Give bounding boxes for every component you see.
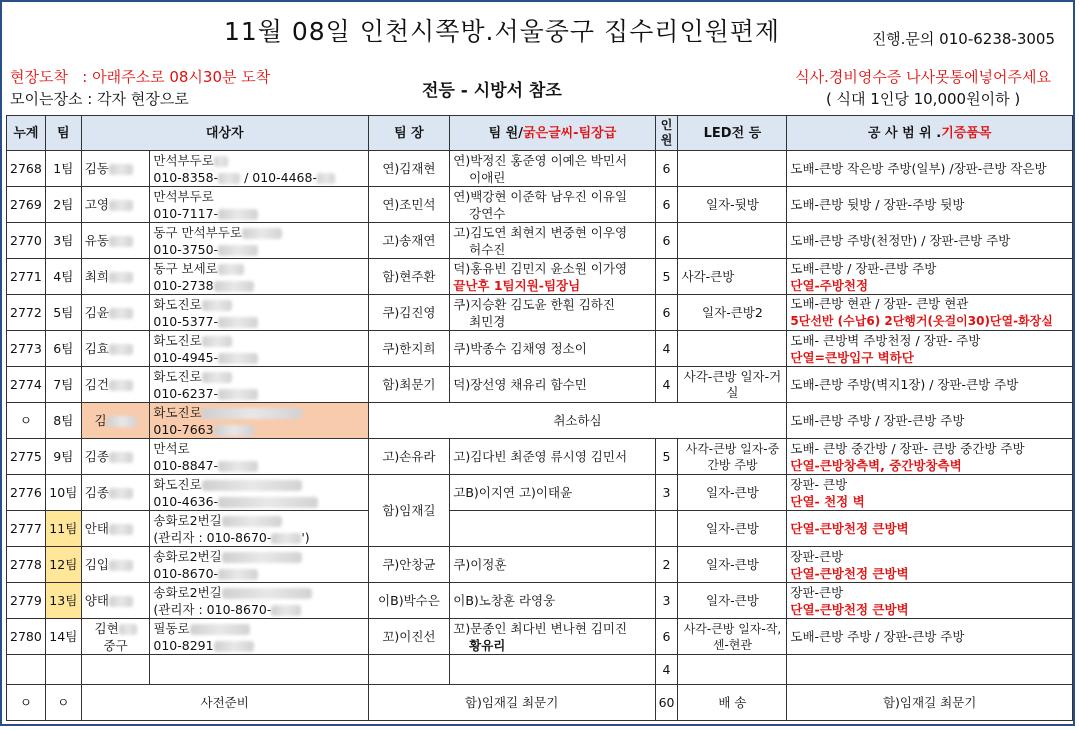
footer-row: [7, 685, 1073, 721]
cell-members: [450, 511, 655, 547]
cell-count: [655, 511, 678, 547]
redaction: [218, 461, 258, 472]
addr-text: 화도진로: [153, 404, 202, 420]
page-title: 11월 08일 인천시쪽방.서울중구 집수리인원편제: [223, 17, 781, 46]
cell-leader: 함)임재길: [368, 475, 450, 547]
cell-team: 5팀: [45, 295, 81, 331]
cell-leader: 고)송재연: [368, 223, 450, 259]
col-scope-label: 공 사 범 위 .: [867, 125, 942, 141]
cell-cum: 2769: [7, 187, 46, 223]
col-cum: 누계: [7, 116, 46, 151]
col-members-label: 팀 원/: [488, 125, 523, 141]
cell-led: 일자-큰방: [678, 583, 787, 619]
redaction: [109, 560, 133, 571]
cell-members: [450, 259, 655, 295]
cell-leader: 쿠)김진영: [368, 295, 450, 331]
addr-text: 만석부두로: [153, 152, 214, 168]
footer-leader: 함)임재길 최문기: [368, 685, 655, 721]
redaction: [222, 516, 282, 527]
table-row: [7, 475, 1073, 511]
footer-scope: 함)임재길 최문기: [787, 685, 1073, 721]
footer-target: 사전준비: [81, 685, 368, 721]
cell-team: 13팀: [45, 583, 81, 619]
redaction: [214, 156, 228, 167]
cell-cum: 2768: [7, 151, 46, 187]
redaction: [109, 524, 133, 535]
cell-address: [150, 475, 368, 511]
name-text: 김건: [84, 377, 109, 392]
cell-team: 10팀: [45, 475, 81, 511]
cell-empty: [678, 655, 787, 685]
table-row: [7, 619, 1073, 655]
redaction: [218, 497, 318, 508]
cell-scope: 도배-큰방 주방(벽지1장) / 장판-큰방 주방: [787, 367, 1073, 403]
name-text: 김종: [84, 485, 109, 500]
members-line: 허수진: [469, 241, 506, 257]
cell-address: [150, 439, 368, 475]
cell-address: 송화로2번길 (관리자 : 010-8670- '): [150, 511, 368, 547]
table-row-cancelled: [7, 403, 1073, 439]
meal-receipt-note: 식사.경비영수증 나사못통에넣어주세요: [795, 68, 1051, 86]
phone-text: 010-4636-: [153, 493, 219, 509]
cell-empty: [45, 655, 81, 685]
table-row: [7, 259, 1073, 295]
cell-address: [150, 547, 368, 583]
cell-count: 2: [655, 547, 678, 583]
scope-highlight: 단열=큰방입구 벽하단: [790, 349, 914, 365]
cell-address: [150, 331, 368, 367]
redaction: [218, 389, 258, 400]
cell-address: [150, 151, 368, 187]
col-leader: 팀 장: [368, 116, 450, 151]
cell-team: 7팀: [45, 367, 81, 403]
cell-scope: 도배-큰방 주방 / 장판-큰방 주방: [787, 619, 1073, 655]
cell-cum: 2771: [7, 259, 46, 295]
cell-team: 4팀: [45, 259, 81, 295]
members-line: 연)백강현 이준학 남우진 이유일: [453, 188, 628, 204]
addr-text: 송화로2번길: [153, 548, 222, 564]
col-target: 대상자: [81, 116, 368, 151]
table-row: [7, 547, 1073, 583]
name-text: 안태: [84, 521, 109, 536]
cell-cum: 2770: [7, 223, 46, 259]
scope-highlight: 단열-큰방천정 큰방벽: [790, 601, 909, 617]
name-text: 김현: [94, 620, 119, 636]
redaction: [202, 408, 302, 419]
scope-line: 장판-큰방: [790, 584, 844, 600]
cell-count: 6: [655, 187, 678, 223]
cell-led: 일자-큰방: [678, 511, 787, 547]
cell-led: 일자-뒷방: [678, 187, 787, 223]
phone-text: 010-8847-: [153, 457, 219, 473]
cell-team: 12팀: [45, 547, 81, 583]
addr-text: 만석로: [153, 440, 190, 456]
redaction: [202, 372, 232, 383]
redaction: [109, 272, 133, 283]
members-line: 황유리: [469, 637, 506, 653]
cell-address: [150, 367, 368, 403]
cell-scope: 도배-큰방 주방(천정만) / 장판-큰방 주방: [787, 223, 1073, 259]
cell-team: 2팀: [45, 187, 81, 223]
name-text: 김입: [84, 557, 109, 572]
center-note: 전등 - 시방서 참조: [422, 81, 562, 101]
addr-text: 동구 만석부두로: [153, 224, 242, 240]
cell-cum: 2776: [7, 475, 46, 511]
redaction: [218, 264, 244, 275]
phone-text: 010-8291: [153, 637, 214, 653]
cell-scope: [787, 547, 1073, 583]
redaction: [214, 425, 254, 436]
cell-leader: 함)최문기: [368, 367, 450, 403]
redaction: [109, 596, 133, 607]
cell-leader: 이B)박수은: [368, 583, 450, 619]
cell-empty: [81, 655, 150, 685]
scope-highlight: 단열- 천정 벽: [790, 493, 865, 509]
cell-cum: 2779: [7, 583, 46, 619]
cell-address: [150, 403, 368, 439]
cell-team: 1팀: [45, 151, 81, 187]
cell-scope: [787, 439, 1073, 475]
cell-cum: 2774: [7, 367, 46, 403]
scope-line: 도배- 큰방 중간방 / 장판- 큰방 중간방 주방: [790, 440, 1025, 456]
cell-empty: [150, 655, 368, 685]
cell-leader: 꼬)이진선: [368, 619, 450, 655]
col-members: [450, 116, 655, 151]
cell-scope: [787, 259, 1073, 295]
cell-members: [450, 151, 655, 187]
header-row: [7, 116, 1073, 151]
cell-team: 14팀: [45, 619, 81, 655]
cell-cum: 2775: [7, 439, 46, 475]
cell-count: 4: [655, 331, 678, 367]
cell-cum: 2773: [7, 331, 46, 367]
cell-name: [81, 583, 150, 619]
cell-leader: 연)김재현: [368, 151, 450, 187]
redaction: [109, 200, 133, 211]
cell-scope: 도배-큰방 작은방 주방(일부) /장판-큰방 작은방: [787, 151, 1073, 187]
table-row: [7, 511, 1073, 547]
cell-address: [150, 583, 368, 619]
redaction: [271, 533, 301, 544]
table-row: [7, 223, 1073, 259]
cell-cum: 2777: [7, 511, 46, 547]
scope-highlight: 단열-큰방창측벽, 중간방창측벽: [790, 457, 962, 473]
redaction: [202, 336, 232, 347]
footer-led: 배 송: [678, 685, 787, 721]
members-line: 꼬)문종인 최다빈 변나현 김미진: [453, 620, 628, 636]
addr-text: 만석부두로: [153, 188, 214, 204]
cell-cum: 2772: [7, 295, 46, 331]
redaction: [109, 308, 133, 319]
phone2-text: / 010-4468-: [240, 169, 317, 185]
col-scope: [787, 116, 1073, 151]
cell-address: [150, 223, 368, 259]
cell-count: 6: [655, 151, 678, 187]
cell-name: [81, 547, 150, 583]
redaction: [109, 236, 133, 247]
cell-scope: [787, 475, 1073, 511]
cell-count: 6: [655, 223, 678, 259]
redaction: [218, 569, 258, 580]
cell-members: [450, 295, 655, 331]
redaction: [218, 317, 258, 328]
cell-count: 6: [655, 295, 678, 331]
redaction: [214, 641, 254, 652]
name-text: 김동: [84, 161, 109, 176]
phone-text: 010-4945-: [153, 349, 219, 365]
cell-led: [678, 223, 787, 259]
cell-name: [81, 259, 150, 295]
name-text: 김효: [84, 341, 109, 356]
footer-team: ㅇ: [45, 685, 81, 721]
name-text: 최희: [84, 269, 109, 284]
table-row: [7, 151, 1073, 187]
redaction: [109, 344, 133, 355]
phone-text: 010-7663: [153, 421, 214, 437]
redaction: [202, 480, 302, 491]
cell-members: [450, 187, 655, 223]
cell-name: [81, 511, 150, 547]
cell-name: [81, 439, 150, 475]
col-led: LED전 등: [678, 116, 787, 151]
scope-highlight: 단열-큰방천정 큰방벽: [790, 565, 909, 581]
cell-leader: 연)조민석: [368, 187, 450, 223]
cell-name: [81, 619, 150, 655]
cell-name: [81, 187, 150, 223]
members-line: 덕)홍유빈 김민지 윤소원 이가영: [453, 260, 628, 276]
phone-text: (관리자 : 010-8670-: [153, 601, 272, 617]
phone-text: 010-5377-: [153, 313, 219, 329]
arrival-label: 현장도착: [10, 68, 68, 86]
cell-cancelled: 취소하심: [368, 403, 787, 439]
cell-name: [81, 295, 150, 331]
cell-leader: 쿠)안창균: [368, 547, 450, 583]
cell-led: 사각-큰방 일자-중간방 주방: [678, 439, 787, 475]
name-text: 유동: [84, 233, 109, 248]
addr-text: 화도진로: [153, 476, 202, 492]
cell-led: 사각-큰방: [678, 259, 787, 295]
cell-leader: 함)현주환: [368, 259, 450, 295]
scope-line: 장판-큰방: [790, 548, 844, 564]
meeting-place: 모이는장소 : 각자 현장으로: [10, 90, 189, 108]
phone-text: 010-6237-: [153, 385, 219, 401]
name-text: 김: [94, 413, 107, 428]
table-row: [7, 331, 1073, 367]
members-line: 강연수: [469, 205, 506, 221]
scope-highlight: 5단선반 (수납6) 2단행거(옷걸이30)단열-화장실: [790, 314, 1053, 328]
cell-members: 쿠)박종수 김채영 정소이: [450, 331, 655, 367]
cell-address: [150, 187, 368, 223]
cell-led: 일자-큰방: [678, 475, 787, 511]
members-line: 최민경: [469, 313, 506, 329]
cell-name: [81, 403, 150, 439]
footer-cum: ㅇ: [7, 685, 46, 721]
redaction: [107, 416, 137, 427]
meal-limit: ( 식대 1인당 10,000원이하 ): [825, 90, 1021, 108]
phone-text: 010-8670-: [153, 565, 219, 581]
cell-count: 4: [655, 367, 678, 403]
addr-text: 화도진로: [153, 296, 202, 312]
cell-name: [81, 151, 150, 187]
addr-text: 송화로2번길: [153, 512, 222, 528]
cell-team: 8팀: [45, 403, 81, 439]
addr-text: 동구 보세로: [153, 260, 218, 276]
col-members-note: 굵은글씨-팀장급: [522, 125, 617, 141]
cell-empty: [7, 655, 46, 685]
addr-text: 화도진로: [153, 368, 202, 384]
name-text: 김종: [84, 449, 109, 464]
scope-line: 도배-큰방 / 장판-큰방 주방: [790, 260, 937, 276]
cell-cum: 2780: [7, 619, 46, 655]
redaction: [202, 300, 232, 311]
cell-members: [450, 619, 655, 655]
members-line: 이애린: [469, 169, 506, 185]
table-row: [7, 367, 1073, 403]
cell-members: 덕)장선영 채유리 함수민: [450, 367, 655, 403]
redaction: [214, 281, 254, 292]
cell-led: 일자-큰방: [678, 547, 787, 583]
cell-address: [150, 259, 368, 295]
redaction: [317, 173, 335, 184]
cell-team: 3팀: [45, 223, 81, 259]
table-row: [7, 583, 1073, 619]
name-text: 양태: [84, 593, 109, 608]
cell-led: [678, 151, 787, 187]
arrival-note: [10, 66, 270, 110]
scope-highlight: 단열-큰방천정 큰방벽: [790, 521, 909, 536]
cell-cum: ㅇ: [7, 403, 46, 439]
redaction: [218, 353, 258, 364]
phone-text: 010-8358-: [153, 169, 219, 185]
redaction: [109, 452, 133, 463]
redaction: [242, 228, 282, 239]
cell-members: 고B)이지연 고)이태윤: [450, 475, 655, 511]
redaction: [109, 164, 133, 175]
cell-cum: 2778: [7, 547, 46, 583]
cell-team: 11팀: [45, 511, 81, 547]
cell-led: 사각-큰방 일자-거실: [678, 367, 787, 403]
col-count: 인원: [655, 116, 678, 151]
district-text: 중구: [103, 637, 128, 653]
redaction: [218, 209, 258, 220]
contact-info: 진행.문의 010-6238-3005: [871, 30, 1055, 48]
cell-count: 3: [655, 475, 678, 511]
redaction: [218, 245, 258, 256]
cell-count: 5: [655, 439, 678, 475]
col-scope-note: 기증품목: [941, 125, 992, 141]
members-line: 연)박정진 홍준영 이예은 박민서: [453, 152, 628, 168]
cell-scope: [787, 295, 1073, 331]
scope-highlight: 단열-주방천정: [790, 277, 869, 293]
members-line: 쿠)지승환 김도윤 한훤 김하진: [453, 296, 615, 312]
cell-scope: 도배-큰방 뒷방 / 장판-주방 뒷방: [787, 187, 1073, 223]
redaction: [222, 552, 302, 563]
scope-line: 도배- 큰방벽 주방천정 / 장판- 주방: [790, 332, 981, 348]
cell-address: [150, 619, 368, 655]
cell-team: 9팀: [45, 439, 81, 475]
redaction: [271, 605, 301, 616]
cell-empty: [450, 655, 655, 685]
redaction: [119, 624, 137, 635]
cell-scope: [787, 331, 1073, 367]
table-row: [7, 295, 1073, 331]
cell-members: [450, 223, 655, 259]
phone-text: (관리자 : 010-8670-: [153, 529, 272, 545]
cell-address: [150, 295, 368, 331]
addr-text: 필동로: [153, 620, 190, 636]
redaction: [190, 624, 250, 635]
cell-led: 일자-큰방2: [678, 295, 787, 331]
cell-team: 6팀: [45, 331, 81, 367]
cell-name: [81, 223, 150, 259]
phone-text: 010-3750-: [153, 241, 219, 257]
redaction: [218, 173, 240, 184]
table-row: [7, 439, 1073, 475]
name-text: 김윤: [84, 305, 109, 320]
phone-text: 010-7117-: [153, 205, 219, 221]
addr-text: 화도진로: [153, 332, 202, 348]
cell-members: 쿠)이정훈: [450, 547, 655, 583]
cell-name: [81, 331, 150, 367]
scope-line: 도배-큰방 현관 / 장판- 큰방 현관: [790, 296, 969, 311]
cell-name: [81, 475, 150, 511]
members-line: 고)김도연 최현지 변중현 이우영: [453, 224, 628, 240]
cell-count: 4: [655, 655, 678, 685]
cell-count: 6: [655, 619, 678, 655]
footer-count: 60: [655, 685, 678, 721]
addr-text: 송화로2번길: [153, 584, 222, 600]
members-note: 끝난후 1팀지원-팀장님: [453, 277, 581, 293]
scope-line: 장판- 큰방: [790, 476, 848, 492]
cell-scope: 도배-큰방 주방 / 장판-큰방 주방: [787, 403, 1073, 439]
table-row: [7, 187, 1073, 223]
cell-leader: 고)손유라: [368, 439, 450, 475]
arrival-text: : 아래주소로 08시30분 도착: [82, 68, 271, 86]
cell-empty: [787, 655, 1073, 685]
cell-members: 이B)노창훈 라영웅: [450, 583, 655, 619]
table-row-empty: [7, 655, 1073, 685]
redaction: [109, 488, 133, 499]
cell-members: 고)김다빈 최준영 류시영 김민서: [450, 439, 655, 475]
cell-led: 사각-큰방 일자-작,센-현관: [678, 619, 787, 655]
meal-note: [795, 66, 1051, 110]
cell-scope: [787, 511, 1073, 547]
name-text: 고영: [84, 197, 109, 212]
cell-scope: [787, 583, 1073, 619]
cell-led: [678, 331, 787, 367]
redaction: [109, 380, 133, 391]
col-team: 팀: [45, 116, 81, 151]
cell-empty: [368, 655, 450, 685]
redaction: [222, 588, 312, 599]
cell-name: [81, 367, 150, 403]
cell-count: 5: [655, 259, 678, 295]
cell-leader: 쿠)한지희: [368, 331, 450, 367]
roster-table: [6, 115, 1073, 721]
cell-count: 3: [655, 583, 678, 619]
phone-text: 010-2738: [153, 277, 214, 293]
